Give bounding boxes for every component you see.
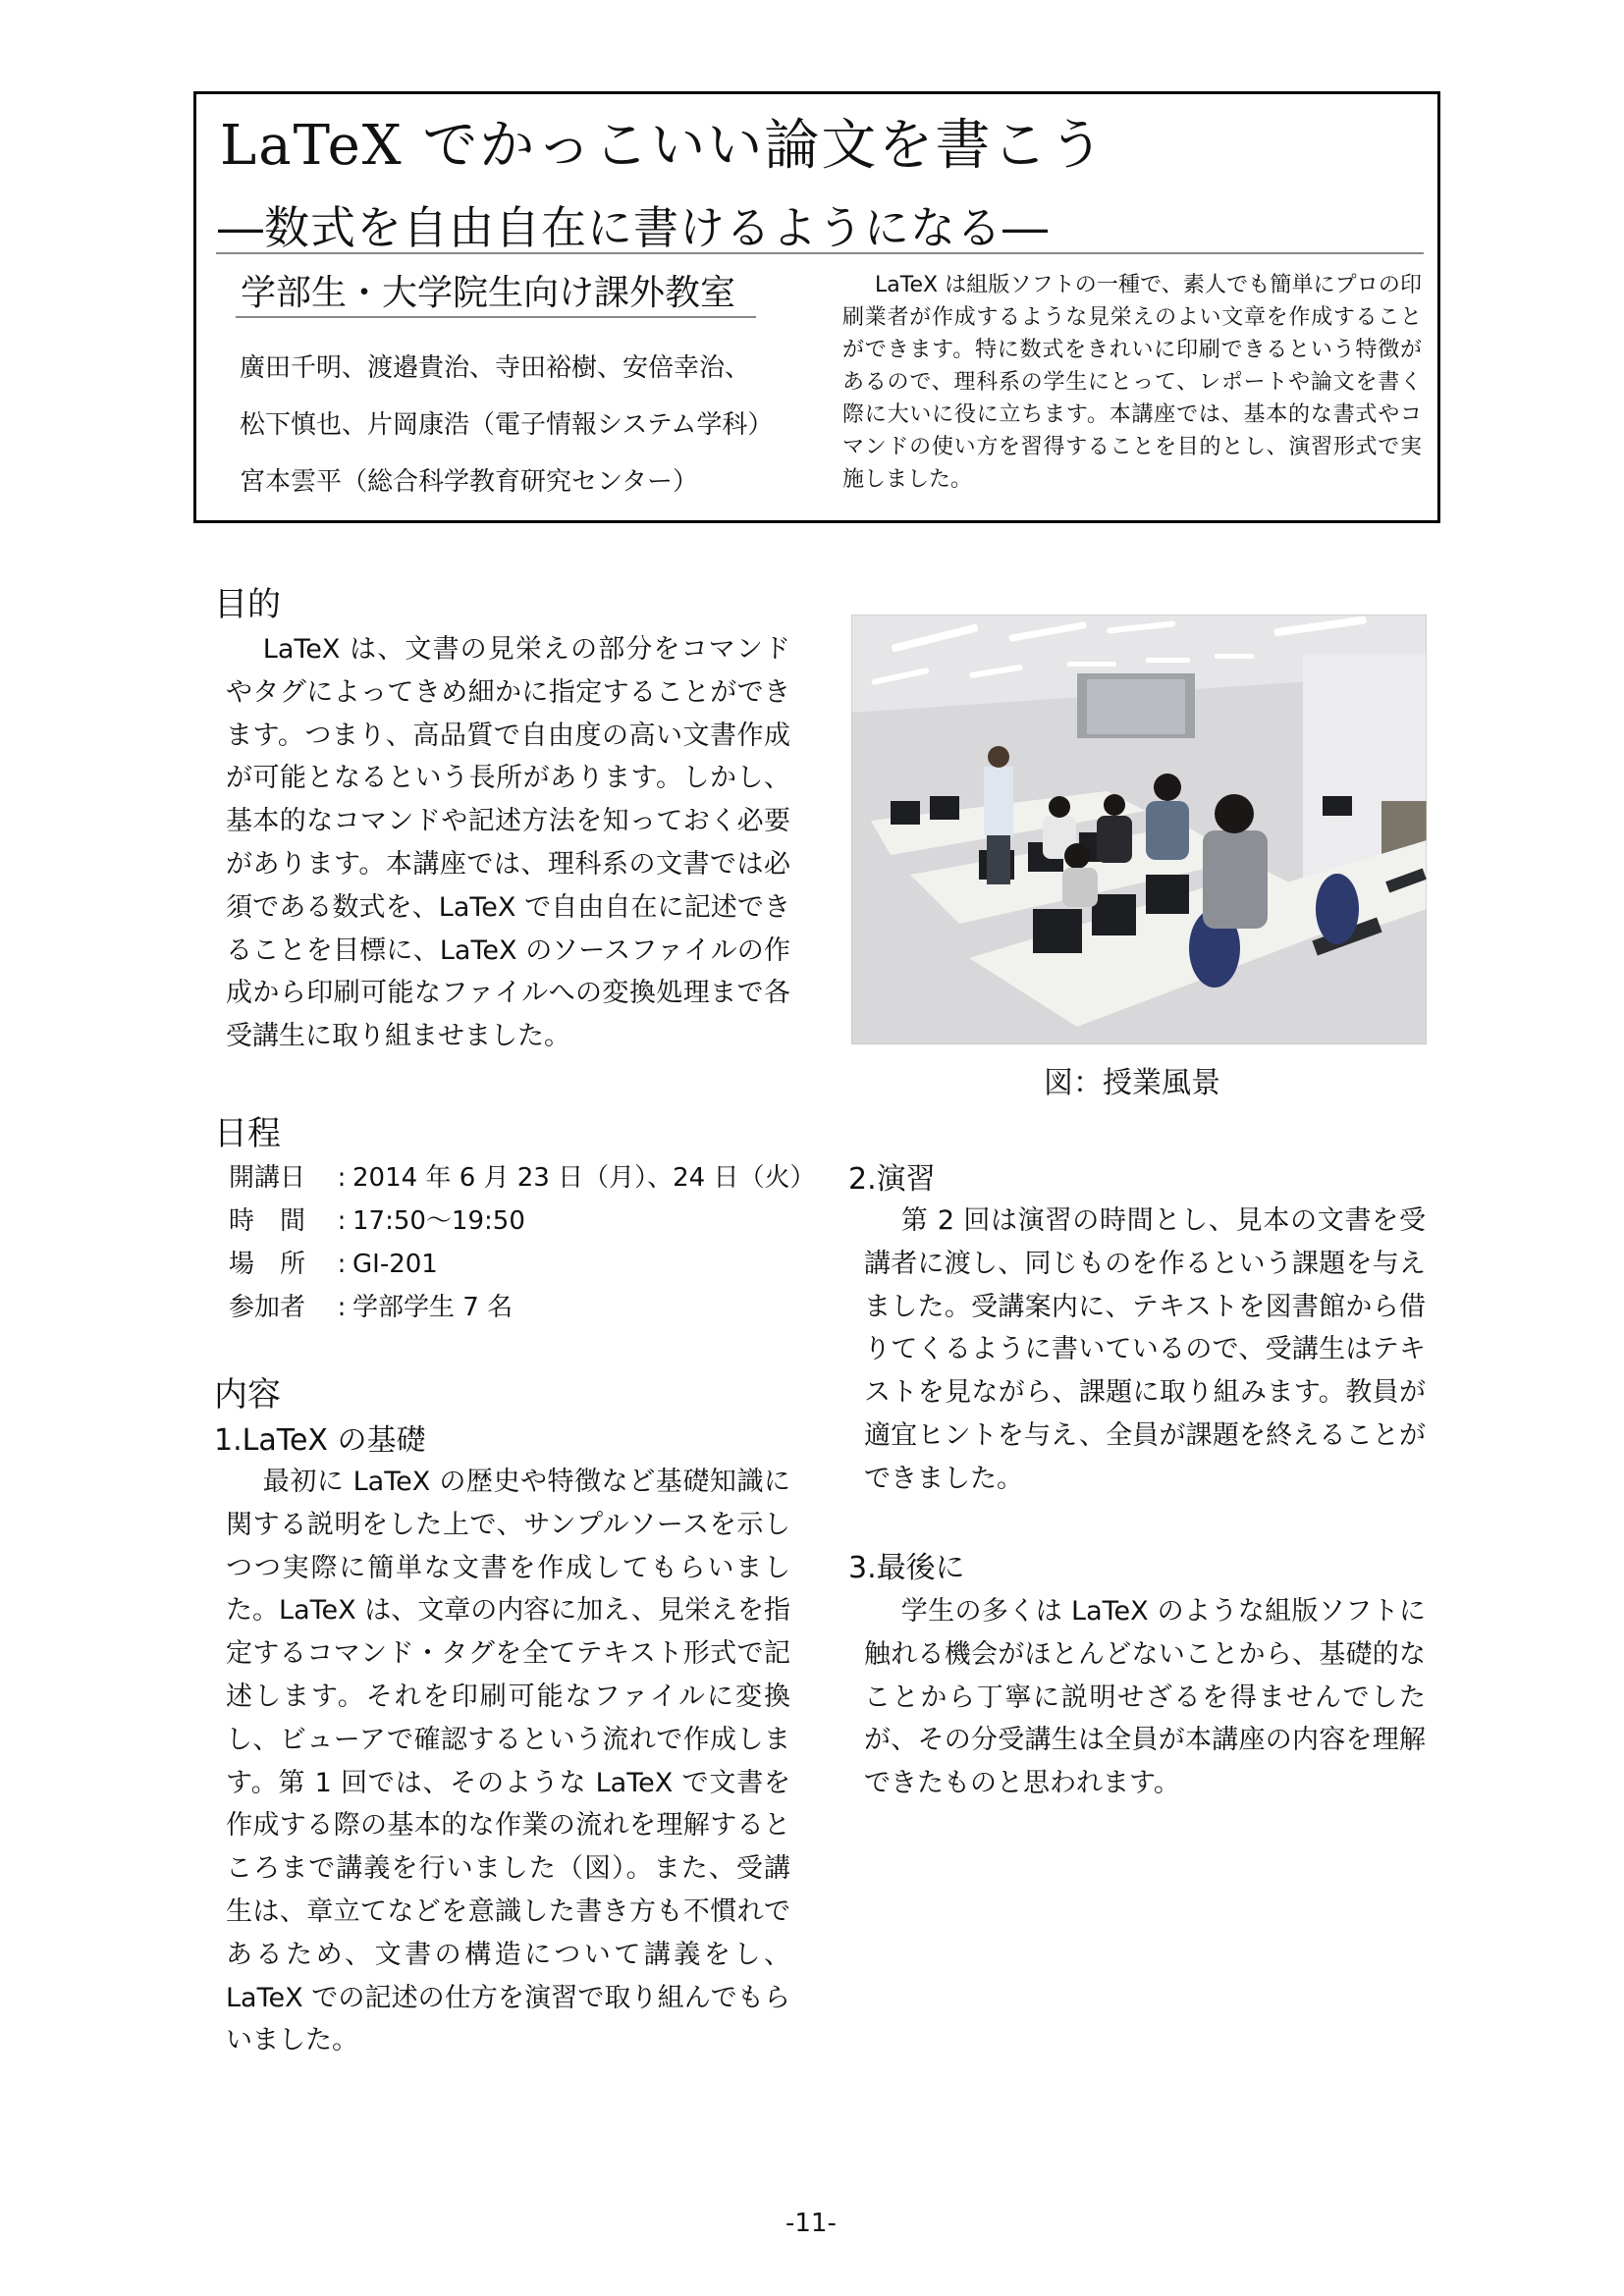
page-subtitle: ―数式を自由自在に書けるようになる―	[218, 201, 1049, 254]
schedule-row	[229, 1243, 818, 1286]
schedule-label: 場 所	[229, 1250, 306, 1279]
schedule-table	[229, 1156, 818, 1329]
schedule-separator: :	[337, 1206, 347, 1236]
schedule-value: 2014 年 6 月 23 日（月）、24 日（火）	[352, 1163, 816, 1193]
schedule-value: 学部学生 7 名	[352, 1293, 514, 1322]
schedule-heading: 日程	[214, 1114, 281, 1153]
closing-text: 学生の多くは LaTeX のような組版ソフトに触れる機会がほとんどないことから、基礎的なことから丁寧に説明せざるを得ませんでしたが、その分受講生は全員が本講座の内容を理解できたものと思われます。	[864, 1596, 1426, 1799]
intro-text: LaTeX は組版ソフトの一種で、素人でも簡単にプロの印刷業者が作成するような見栄えのよい文章を作成することができます。特に数式をきれいに印刷できるという特徴があるので、理科系の学生にとって、レポートや論文を書く際に大いに役に立ちます。本講座では、基本的な書式やコマンドの使い方を習得することを目的とし、演習形式で実施しました。	[842, 273, 1422, 492]
content-heading: 内容	[214, 1375, 281, 1415]
title-rule	[216, 252, 1424, 254]
author-line: 松下慎也、片岡康浩（電子情報システム学科）	[240, 410, 774, 440]
schedule-row	[229, 1286, 818, 1329]
schedule-value: GI-201	[352, 1250, 438, 1279]
schedule-separator: :	[337, 1163, 347, 1193]
purpose-heading: 目的	[214, 585, 281, 624]
closing-heading: 3.最後に	[848, 1551, 965, 1585]
course-type: 学部生・大学院生向け課外教室	[241, 273, 736, 313]
schedule-label: 開講日	[229, 1163, 306, 1193]
title-box	[193, 91, 1440, 523]
purpose-text: LaTeX は、文書の見栄えの部分をコマンドやタグによってきめ細かに指定することができます。つまり、高品質で自由度の高い文書作成が可能となるという長所があります。しかし、基本的なコマンドや記述方法を知っておく必要があります。本講座では、理科系の文書では必須である数式を、LaTeX で自由自在に記述できることを目標に、LaTeX のソースファイルの作成から印刷可能なファイルへの変換処理まで各受講生に取り組ませました。	[226, 634, 790, 1052]
figure-caption: 図：授業風景	[1044, 1066, 1220, 1100]
schedule-label: 時 間	[229, 1206, 306, 1236]
page-title: LaTeX でかっこいい論文を書こう	[220, 114, 1107, 178]
page-number: -11-	[785, 2209, 837, 2238]
basics-text: 最初に LaTeX の歴史や特徴など基礎知識に関する説明をした上で、サンプルソースを示しつつ実際に簡単な文書を作成してもらいました。LaTeX は、文章の内容に加え、見栄えを指定するコマンド・タグを全てテキスト形式で記述します。それを印刷可能なファイルに変換し、ビューアで確認するという流れで作成します。第 1 回では、そのような LaTeX で文書を作成する際の基本的な作業の流れを理解するところまで講義を行いました（図）。また、受講生は、章立てなどを意識した書き方も不慣れであるため、文書の構造について講義をし、LaTeX での記述の仕方を演習で取り組んでもらいました。	[226, 1467, 790, 2056]
schedule-row	[229, 1156, 818, 1200]
schedule-value: 17:50～19:50	[352, 1206, 525, 1236]
author-line: 廣田千明、渡邉貴治、寺田裕樹、安倍幸治、	[240, 353, 751, 383]
author-list	[240, 340, 829, 510]
schedule-separator: :	[337, 1293, 347, 1322]
course-type-rule	[236, 316, 756, 318]
exercise-text: 第 2 回は演習の時間とし、見本の文書を受講者に渡し、同じものを作るという課題を与えました。受講案内に、テキストを図書館から借りてくるように書いているので、受講生はテキストを見ながら、課題に取り組みます。教員が適宜ヒントを与え、全員が課題を終えることができました。	[864, 1205, 1426, 1494]
schedule-row	[229, 1200, 818, 1243]
basics-heading: 1.LaTeX の基礎	[214, 1423, 426, 1458]
author-line: 宮本雲平（総合科学教育研究センター）	[240, 467, 698, 497]
schedule-separator: :	[337, 1250, 347, 1279]
classroom-photo	[851, 614, 1427, 1044]
exercise-heading: 2.演習	[848, 1162, 936, 1197]
schedule-label: 参加者	[229, 1293, 306, 1322]
